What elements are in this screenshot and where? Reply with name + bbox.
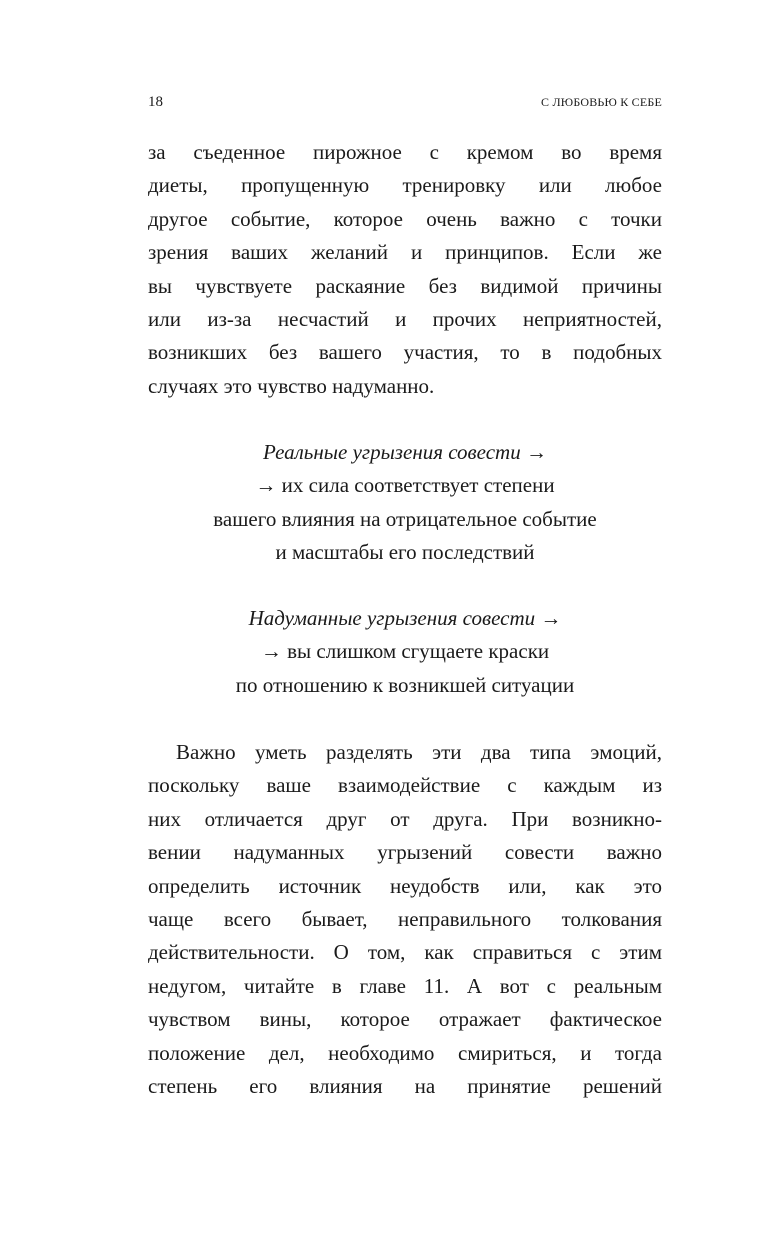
text-line: другое событие, которое очень важно с точки xyxy=(148,206,662,231)
text-line: поскольку ваше взаимодействие с каждым из xyxy=(148,773,662,798)
text-line: возникших без вашего участия, то в подобных xyxy=(148,340,662,365)
text-line: недугом, читайте в главе 11. А вот с реальным xyxy=(148,973,662,998)
text-line: вашего влияния на отрицательное событие xyxy=(213,506,597,531)
paragraph-main xyxy=(148,736,662,1103)
text-line: или из-за несчастий и прочих неприятностей, xyxy=(148,306,662,331)
text-line: случаях это чувство надуманно. xyxy=(148,373,435,398)
text-line: по отношению к возникшей ситуации xyxy=(235,672,575,697)
text-line: чувством вины, которое отражает фактическое xyxy=(148,1007,662,1032)
text-line: диеты, пропущенную тренировку или любое xyxy=(148,173,662,198)
running-head: С ЛЮБОВЬЮ К СЕБЕ xyxy=(541,95,662,109)
text-line: вы чувствуете раскаяние без видимой причины xyxy=(148,273,662,298)
text-line: действительности. О том, как справиться с этим xyxy=(148,940,662,965)
text-line: чаще всего бывает, неправильного толкования xyxy=(148,906,662,931)
page-number: 18 xyxy=(148,94,163,110)
imagined-remorse-block xyxy=(148,602,662,702)
text-line: → их сила соответствует степени xyxy=(255,473,555,498)
imagined-remorse-title: Надуманные угрызения совести → xyxy=(248,606,562,630)
text-line: зрения ваших желаний и принципов. Если же xyxy=(148,240,662,265)
text-line: определить источник неудобств или, как это xyxy=(148,873,662,898)
real-remorse-title: Реальные угрызения совести → xyxy=(263,440,547,464)
real-remorse-block xyxy=(148,436,662,570)
text-line: Важно уметь разделять эти два типа эмоций, xyxy=(176,740,662,764)
text-line: → вы слишком сгущаете краски xyxy=(260,639,550,664)
text-line: них отличается друг от друга. При возникно- xyxy=(148,806,662,831)
paragraph-continued xyxy=(148,136,662,403)
text-line: вении надуманных угрызений совести важно xyxy=(148,840,662,865)
text-line: за съеденное пирожное с кремом во время xyxy=(148,140,662,164)
text-line: и масштабы его последствий xyxy=(275,540,535,565)
text-line: положение дел, необходимо смириться, и тогда xyxy=(148,1040,662,1065)
text-line: степень его влияния на принятие решений xyxy=(148,1073,662,1098)
